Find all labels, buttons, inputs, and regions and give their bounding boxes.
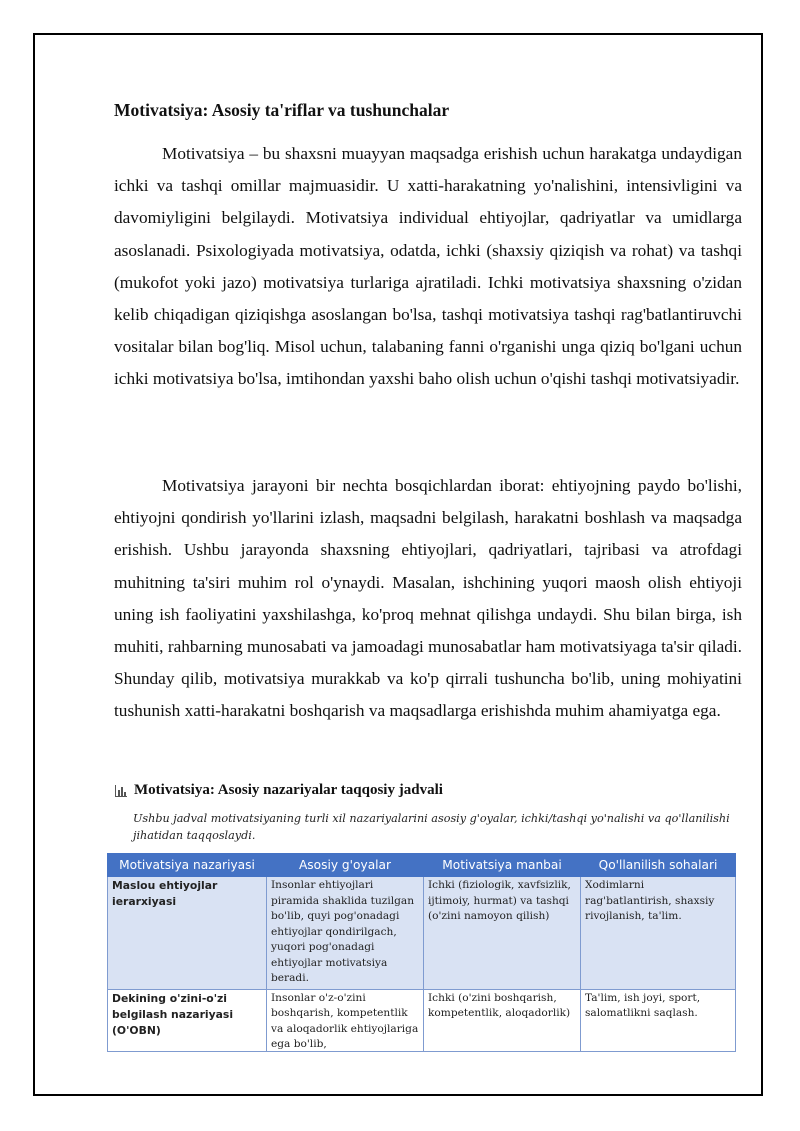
application-text: Ta'lim, ish joyi, sport, salomatlikni saqlash. bbox=[585, 991, 701, 1019]
table-title bbox=[114, 782, 754, 799]
table-title-text: Motivatsiya: Asosiy nazariyalar taqqosiy jadvali bbox=[134, 782, 443, 798]
paragraph-definition: Motivatsiya – bu shaxsni muayyan maqsadga erishish uchun harakatga undaydigan ichki va tashqi omillar majmuasidir. U xatti-harakatning yo'nalishini, intensivligini va davomiyligini belgilaydi. Motivatsiya individual ehtiyojlar, qadriyatlar va umidlarga asoslanadi. Psixologiyada motivatsiya, odatda, ichki (shaxsiy qiziqish va rohat) va tashqi (mukofot yoki jazo) motivatsiya turlariga ajratiladi. Ichki motivatsiya shaxsning o'zidan kelib chiqadigan qiziqishga asoslangan bo'lsa, tashqi motivatsiya tashqi rag'batlantiruvchi vositalar bilan bog'liq. Misol uchun, talabaning fanni o'rganishi unga qiziq bo'lgani uchun ichki motivatsiya bo'lsa, imtihondan yaxshi baho olish uchun o'qishi tashqi motivatsiyadir. bbox=[114, 144, 742, 389]
theories-table bbox=[107, 853, 736, 1052]
idea-text: Insonlar o'z-o'zini boshqarish, kompetentlik va aloqadorlik ehtiyojlariga ega bo'lib, bbox=[271, 991, 419, 1049]
idea-cell: Insonlar ehtiyojlari piramida shaklida tuzilgan bo'lib, quyi pog'onadagi ehtiyojlar qondirilgach, yuqori pog'onadagi ehtiyojlar motivatsiya beradi. bbox=[267, 877, 424, 990]
column-header: Qo'llanilish sohalari bbox=[581, 854, 736, 877]
theory-name-cell bbox=[108, 989, 267, 1051]
idea-cell bbox=[267, 989, 424, 1051]
application-cell bbox=[581, 989, 736, 1051]
bar-chart-icon bbox=[114, 784, 128, 798]
theory-name-text: Dekining o'zini-o'zi belgilash nazariyasi (O'OBN) bbox=[112, 991, 234, 1037]
source-cell bbox=[424, 989, 581, 1051]
source-text: Ichki (o'zini boshqarish, kompetentlik, aloqadorlik) bbox=[428, 991, 571, 1019]
table-caption: Ushbu jadval motivatsiyaning turli xil nazariyalarini asosiy g'oyalar, ichki/tashqi yo'nalishi va qo'llanilishi jihatidan taqqoslaydi. bbox=[133, 812, 730, 842]
column-header: Motivatsiya nazariyasi bbox=[108, 854, 267, 877]
paragraph-process: Motivatsiya jarayoni bir nechta bosqichlardan iborat: ehtiyojning paydo bo'lishi, ehtiyojni qondirish yo'llarini izlash, maqsadni belgilash, harakatni boshlash va maqsadga erishish. Ushbu jarayonda shaxsning ehtiyojlari, qadriyatlari, tajribasi va atrofdagi muhitning ta'siri muhim rol o'ynaydi. Masalan, ishchining yuqori maosh olish ehtiyoji uning ish faoliyatini yaxshilashga, ko'proq mehnat qilishga undaydi. Shu bilan birga, ish muhiti, rahbarning munosabati va jamoadagi munosabatlar ham motivatsiyaga ta'sir qiladi. Shunday qilib, motivatsiya murakkab va ko'p qirrali tushuncha bo'lib, uning mohiyatini tushunish xatti-harakatni boshqarish va maqsadlarga erishishda muhim ahamiyatga ega. bbox=[114, 476, 742, 721]
section-heading: Motivatsiya: Asosiy ta'riflar va tushunchalar bbox=[114, 100, 450, 120]
theory-name-cell: Maslou ehtiyojlar ierarxiyasi bbox=[108, 877, 267, 990]
column-header: Asosiy g'oyalar bbox=[267, 854, 424, 877]
table-header-row bbox=[108, 854, 736, 877]
column-header: Motivatsiya manbai bbox=[424, 854, 581, 877]
table-row bbox=[108, 877, 736, 990]
application-cell: Xodimlarni rag'batlantirish, shaxsiy rivojlanish, ta'lim. bbox=[581, 877, 736, 990]
table-row bbox=[108, 989, 736, 1051]
source-cell: Ichki (fiziologik, xavfsizlik, ijtimoiy, hurmat) va tashqi (o'zini namoyon qilish) bbox=[424, 877, 581, 990]
